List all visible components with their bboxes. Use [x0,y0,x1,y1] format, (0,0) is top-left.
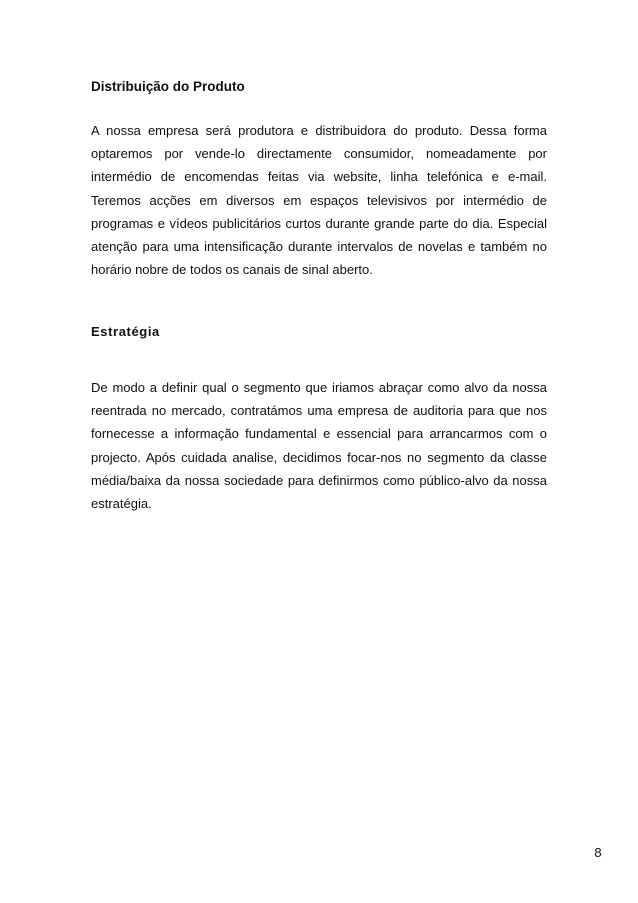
section-heading-strategy: Estratégia [91,324,160,339]
section-heading-distribution: Distribuição do Produto [91,79,245,94]
page-number: 8 [594,845,602,860]
paragraph-strategy: De modo a definir qual o segmento que iriamos abraçar como alvo da nossa reentrada no mercado, contratámos uma empresa de auditoria para que nos fornecesse a informação fundamental e essencial para arrancarmos com o projecto. Após cuidada analise, decidimos focar-nos no segmento da classe média/baixa da nossa sociedade para definirmos como público-alvo da nossa estratégia. [91,380,547,512]
paragraph-distribution: A nossa empresa será produtora e distribuidora do produto. Dessa forma optaremos por vende-lo directamente consumidor, nomeadamente por intermédio de encomendas feitas via website, linha telefónica e e-mail. Teremos acções em diversos em espaços televisivos por intermédio de programas e vídeos publicitários curtos durante grande parte do dia. Especial atenção para uma intensificação durante intervalos de novelas e também no horário nobre de todos os canais de sinal aberto. [91,123,547,278]
